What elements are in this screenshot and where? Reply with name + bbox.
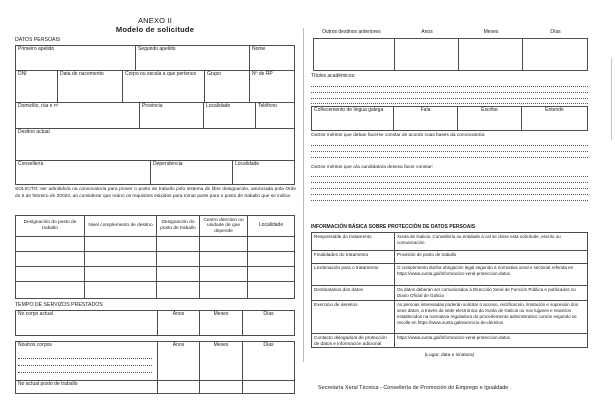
- blank-field-cell: [200, 252, 248, 266]
- blank-field-cell: [523, 39, 587, 70]
- field-dependencia: Dependencia: [151, 161, 233, 184]
- field-primeiro-apelido: Primeiro apelido: [16, 46, 136, 70]
- lingua-galega-table: [311, 106, 588, 131]
- info-row-label: Finalidades do tratamento: [312, 251, 395, 263]
- info-row-value: Provisión de posto de traballo: [397, 252, 457, 257]
- write-in-dotted-line: [311, 182, 588, 183]
- blank-field-cell: [158, 381, 200, 393]
- col-header-anos: Anos: [421, 29, 433, 35]
- table-row: [312, 286, 587, 301]
- col-header-centro-directivo: Centro directivo ou unidade de que depende: [200, 216, 248, 236]
- field-data-nacemento: Data de nacemento: [58, 71, 123, 102]
- table-row: [16, 129, 294, 161]
- col-header-meses: Meses: [483, 29, 499, 35]
- info-row-label: Lexitimación para o tratamento: [312, 264, 395, 285]
- info-row-label: Destinatarios dos datos: [312, 286, 395, 300]
- col-header-fala: Fala: [394, 107, 458, 130]
- postos-empty-row: [16, 237, 294, 252]
- blank-field-cell: [459, 39, 523, 70]
- form-title: ANEXO II: [137, 16, 173, 25]
- field-provincia: Provincia: [140, 103, 204, 128]
- scan-edge-artifact: [611, 58, 612, 140]
- blank-field-cell: [16, 237, 85, 251]
- outros-meritos-candidato-label: Outros méritos que o/a candidato/a desexa facer constar:: [311, 165, 434, 170]
- field-telefono: Teléfono: [258, 103, 277, 109]
- outros-destinos-label: Outros destinos anteriores: [322, 29, 381, 35]
- field-lingua-galega: Coñecemento de lingua galega: [312, 107, 394, 130]
- col-header-escribe: Escribe: [458, 107, 522, 130]
- datos-persoais-table: [15, 45, 295, 185]
- write-in-dotted-line: [18, 365, 152, 366]
- col-header-dias: Días: [550, 29, 561, 35]
- blank-field-cell: [248, 282, 294, 298]
- table-row: [16, 161, 294, 184]
- info-row-value: Os datos deberán ser comunicados á Dirección Xeral de Función Pública e publicados no Diario Oficial de Galicia: [397, 287, 576, 299]
- col-header-nivel-complemento: Nivel complemento de destino: [85, 216, 157, 236]
- info-row-value: https://www.xunta.gal/informacion-xeral-proteccion-datos: [397, 335, 511, 341]
- footer-text: Secretaría Xeral Técnica - Consellería de Promoción do Emprego e Igualdade: [318, 385, 509, 391]
- blank-field-cell: [16, 252, 85, 266]
- field-conselleria: Consellería: [16, 161, 151, 184]
- postos-empty-row: [16, 252, 294, 267]
- blank-field-cell: [200, 237, 248, 251]
- write-in-dotted-line: [311, 92, 588, 93]
- tempo-noutros-corpos-table: [15, 341, 295, 394]
- table-row: [16, 311, 294, 335]
- field-no-corpo-actual: No corpo actual: [16, 311, 158, 335]
- info-row-value: O cumprimento dunha obrigación legal segundo a normativa xeral e sectorial referida en https://www.xunta.gal/informacion-xeral-proteccion-datos: [397, 265, 574, 277]
- field-grupo: Grupo: [205, 71, 250, 102]
- info-row-value: Xunta de Galicia. Consellería ou entidade á cal se dirixe esta solicitude, escrito ou comunicación: [397, 234, 561, 246]
- write-in-dotted-line: [18, 358, 152, 359]
- field-domicilio: Domicilio, rúa e nº: [16, 103, 140, 128]
- blank-field-cell: [248, 252, 294, 266]
- field-localidade: Localidade: [204, 103, 256, 128]
- blank-field-cell: [157, 237, 200, 251]
- col-header-meses: Meses: [200, 342, 243, 380]
- write-in-dotted-line: [311, 200, 588, 201]
- signature-hint: (Lugar, data e sinatura): [424, 353, 475, 358]
- col-header-meses: Meses: [200, 311, 243, 335]
- info-row-value: As persoas interesadas poderán solicitar o acceso, rectificación, limitación e supresión dos seus datos, a través da sede electrónica da Xunta de Galicia ou nos lugares e rexistros establecidos na normativa reguladora do procedemento administrativo común segundo se recolle en https://www.xunta.gal/exercicio-de-dereitos: [397, 302, 579, 326]
- table-row: [312, 301, 587, 334]
- table-row: [16, 46, 294, 71]
- field-corpo-escala: Corpo ou escala a que pertence: [123, 71, 205, 102]
- write-in-dotted-line: [311, 194, 588, 195]
- col-header-localidade: Localidade: [258, 222, 284, 229]
- blank-field-cell: [85, 267, 157, 281]
- col-header-dias: Días: [263, 342, 274, 348]
- proteccion-datos-title: INFORMACIÓN BÁSICA SOBRE PROTECCIÓN DE DATOS PERSOAIS: [311, 224, 476, 230]
- blank-field-cell: [85, 237, 157, 251]
- blank-field-cell: [157, 252, 200, 266]
- table-row: [312, 107, 587, 130]
- blank-field-cell: [200, 381, 243, 393]
- info-row-label: Responsable do tratamento: [312, 233, 395, 250]
- write-in-dotted-line: [18, 372, 152, 373]
- postos-empty-row: [16, 267, 294, 282]
- blank-field-cell: [248, 237, 294, 251]
- outros-meritos-bases-label: Outros méritos que deban facerse constar de acordo coas bases da convocatoria:: [311, 133, 486, 138]
- solicito-paragraph: SOLICITO: ser admitido/a na convocatoria para prover o posto de traballo polo sistema de libre designación, anunciada pola Orde do 6 de febreiro de 20023, ao considerar que reúno os requisitos esixidos para tomar parte para o posto de traballo que se indica:: [15, 187, 296, 199]
- info-row-label: Exercicio de dereitos: [312, 301, 395, 333]
- table-row: [312, 251, 587, 264]
- col-header-dias: Días: [263, 311, 274, 317]
- blank-field-cell: [16, 267, 85, 281]
- blank-field-cell: [314, 39, 395, 70]
- field-destino-actual: Destino actual: [18, 129, 50, 135]
- page-fold-line: [303, 28, 304, 362]
- noutros-corpos-label: Noutros corpos: [18, 342, 52, 348]
- write-in-dotted-line: [311, 145, 588, 146]
- tempo-corpo-actual-table: [15, 310, 295, 336]
- field-n-rp: Nº de RP: [252, 71, 273, 77]
- table-row: [16, 103, 294, 129]
- write-in-dotted-line: [311, 103, 588, 104]
- proteccion-datos-table: [311, 232, 588, 348]
- form-subtitle: Modelo de solicitude: [115, 25, 195, 34]
- write-in-dotted-line: [311, 188, 588, 189]
- section-label-tempo-servizos: TEMPO DE SERVIZOS PRESTADOS: [15, 302, 103, 308]
- info-row-label: Contacto delegado/a de protección de datos e información adicional: [312, 334, 395, 347]
- write-in-dotted-line: [311, 86, 588, 87]
- table-row: [16, 342, 294, 381]
- col-header-anos: Anos: [158, 342, 200, 380]
- write-in-dotted-line: [311, 157, 588, 158]
- table-row: [16, 381, 294, 393]
- postos-empty-row: [16, 282, 294, 298]
- col-header-anos: Anos: [158, 311, 200, 335]
- blank-field-cell: [157, 267, 200, 281]
- field-noutros-corpos: [16, 342, 158, 380]
- table-row: [312, 233, 587, 251]
- blank-field-cell: [16, 282, 85, 298]
- table-row: [314, 39, 587, 70]
- field-no-actual-posto: No actual posto de traballo: [16, 381, 158, 393]
- field-nome: Nome: [252, 46, 266, 52]
- table-row: [312, 264, 587, 286]
- postos-table: [15, 215, 295, 299]
- table-row: [16, 71, 294, 103]
- blank-field-cell: [248, 267, 294, 281]
- outros-destinos-table: [313, 38, 588, 71]
- col-header-designacion-posto: Designación do posto de traballo: [16, 216, 85, 236]
- write-in-dotted-line: [311, 176, 588, 177]
- write-in-dotted-line: [311, 98, 588, 99]
- field-dni: DNI: [16, 71, 58, 102]
- field-segundo-apelido: Segundo apelido: [136, 46, 250, 70]
- write-in-dotted-line: [311, 151, 588, 152]
- section-label-datos-persoais: DATOS PERSOAIS: [15, 37, 61, 43]
- postos-header-row: [16, 216, 294, 237]
- blank-field-cell: [395, 39, 459, 70]
- blank-field-cell: [200, 267, 248, 281]
- blank-field-cell: [243, 381, 294, 393]
- blank-field-cell: [200, 282, 248, 298]
- field-localidade-2: Localidade: [235, 161, 260, 167]
- titulos-academicos-label: Títulos académicos:: [311, 73, 356, 79]
- table-row: [312, 334, 587, 347]
- blank-field-cell: [85, 282, 157, 298]
- col-header-entende: Entende: [545, 107, 564, 113]
- blank-field-cell: [85, 252, 157, 266]
- blank-field-cell: [157, 282, 200, 298]
- col-header-designacion-posto-2: Designación do posto de traballo: [157, 216, 200, 236]
